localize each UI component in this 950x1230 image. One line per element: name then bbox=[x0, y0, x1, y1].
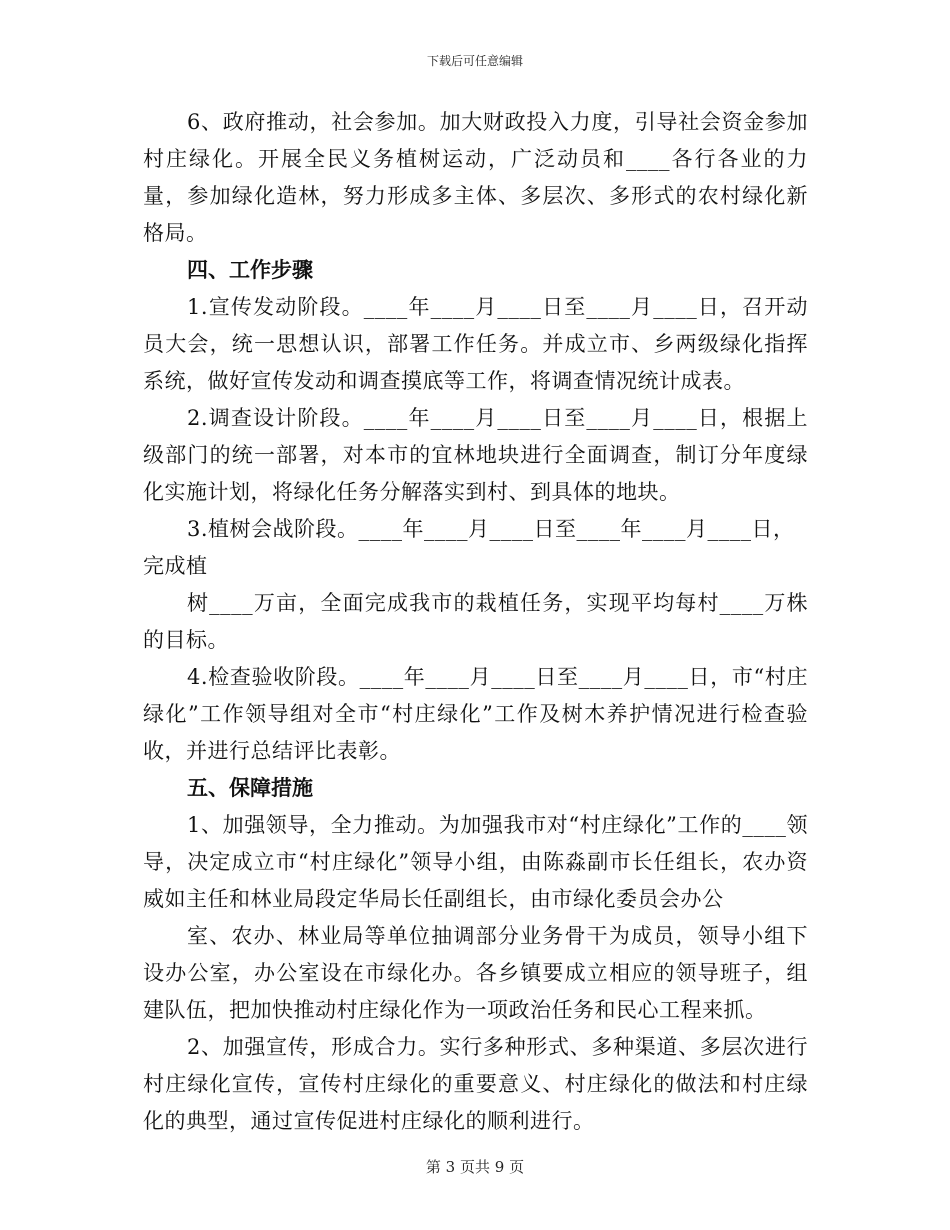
paragraph-step-3: 3.植树会战阶段。____年____月____日至____年____月____日， bbox=[187, 517, 795, 541]
paragraph-measure-1: 1、加强领导，全力推动。为加强我市对“村庄绿化”工作的____领导，决定成立市“村庄绿化”领导小组，由陈淼副市长任组长，农办资威如主任和林业局段定华局长任副组长，由市绿化委员会办公 bbox=[143, 813, 808, 911]
paragraph-step-2: 2.调查设计阶段。____年____月____日至____月____日，根据上级部门的统一部署，对本市的宜林地块进行全面调查，制订分年度绿化实施计划，将绿化任务分解落实到村、到具体的地块。 bbox=[143, 406, 808, 504]
document-body bbox=[143, 104, 808, 1140]
paragraph-step-3-target: 树____万亩，全面完成我市的栽植任务，实现平均每村____万株的目标。 bbox=[143, 591, 808, 652]
paragraph-step-3-continued: 完成植 bbox=[143, 554, 208, 578]
paragraph-6-government-promotion: 6、政府推动，社会参加。加大财政投入力度，引导社会资金参加村庄绿化。开展全民义务植树运动，广泛动员和____各行各业的力量，参加绿化造林，努力形成多主体、多层次、多形式的农村绿化新格局。 bbox=[143, 110, 808, 245]
section-heading-safeguards: 五、保障措施 bbox=[187, 776, 313, 800]
page-header: 下载后可任意编辑 bbox=[426, 54, 523, 68]
paragraph-measure-2: 2、加强宣传，形成合力。实行多种形式、多种渠道、多层次进行村庄绿化宣传，宣传村庄绿化的重要意义、村庄绿化的做法和村庄绿化的典型，通过宣传促进村庄绿化的顺利进行。 bbox=[143, 1035, 808, 1133]
paragraph-step-4: 4.检查验收阶段。____年____月____日至____月____日，市“村庄绿化”工作领导组对全市“村庄绿化”工作及树木养护情况进行检查验收，并进行总结评比表彰。 bbox=[143, 665, 808, 763]
section-heading-work-steps: 四、工作步骤 bbox=[187, 258, 313, 282]
paragraph-step-1: 1.宣传发动阶段。____年____月____日至____月____日，召开动员大会，统一思想认识，部署工作任务。并成立市、乡两级绿化指挥系统，做好宣传发动和调查摸底等工作，将调查情况统计成表。 bbox=[143, 295, 808, 393]
paragraph-measure-1-continued: 室、农办、林业局等单位抽调部分业务骨干为成员，领导小组下设办公室，办公室设在市绿化办。各乡镇要成立相应的领导班子，组建队伍，把加快推动村庄绿化作为一项政治任务和民心工程来抓。 bbox=[143, 924, 808, 1022]
page-footer: 第 3 页共 9 页 bbox=[425, 1158, 525, 1176]
